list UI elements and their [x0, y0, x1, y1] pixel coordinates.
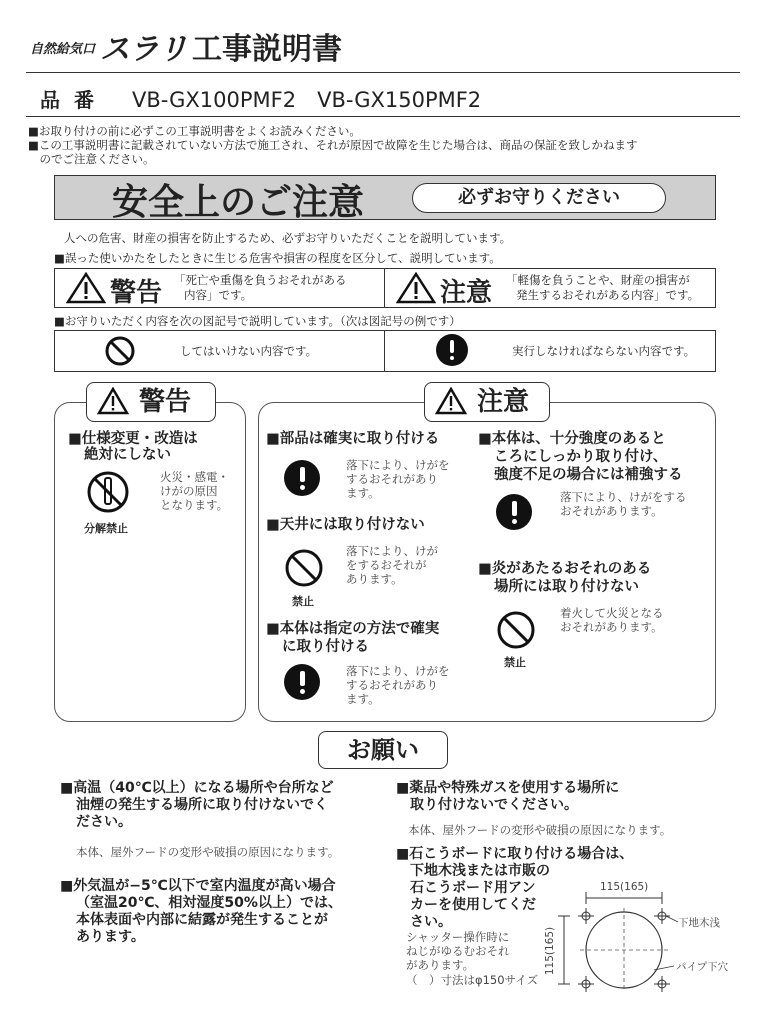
caution-item-2-desc-2: をするおそれが	[346, 558, 427, 572]
caution-item-5-desc-2: おそれがあります。	[560, 620, 663, 634]
caution-item-1-heading: ■部品は確実に取り付ける	[266, 431, 440, 447]
request-right-2-line-5: さい。	[410, 914, 452, 930]
model-numbers: VB-GX100PMF2 VB-GX150PMF2	[132, 88, 482, 112]
warning-definition-1: 「死亡や重傷を負うおそれがある	[174, 273, 347, 287]
note-line-3: のでご注意ください。	[28, 152, 155, 166]
request-right-2-desc-2: ねじがゆるむおそれ	[406, 944, 510, 958]
caution-item-2-prohibition-icon	[284, 548, 324, 588]
request-left-1-line-3: ださい。	[76, 814, 132, 830]
caution-item-5-heading-1: ■炎があたるおそれのある	[478, 561, 652, 577]
caution-item-1-mandatory-icon	[284, 460, 320, 496]
request-left-1-line-2: 油煙の発生する場所に取り付けないでく	[76, 797, 328, 813]
safety-intro-1: 人への危害、財産の損害を防止するため、必ずお守りいただくことを説明しています。	[64, 231, 512, 245]
warning-panel-triangle-icon	[97, 387, 129, 415]
request-right-2-desc-3: があります。	[406, 958, 475, 972]
must-follow-pill: 必ずお守りください	[412, 183, 666, 213]
model-number-label: 品番	[40, 88, 108, 112]
caution-item-4-heading-1: ■本体は、十分強度のあると	[478, 431, 666, 447]
caution-triangle-icon	[396, 272, 436, 304]
safety-title: 安全上のご注意	[112, 182, 365, 223]
request-title: お願い	[318, 731, 448, 769]
request-right-2-desc-1: シャッター操作時に	[406, 930, 510, 944]
caution-item-2-heading: ■天井には取り付けない	[266, 517, 425, 533]
caution-item-3-heading-2: に取り付ける	[282, 639, 369, 655]
request-left-2-line-2: （室温20℃、相対湿度50%以上）では、	[76, 895, 342, 911]
request-left-1-desc: 本体、屋外フードの変形や破損の原因になります。	[76, 845, 340, 859]
request-right-1-line-2: 取り付けないでください。	[410, 797, 578, 813]
caution-item-5-prohibition-icon	[496, 610, 536, 650]
warning-item-heading-2: 絶対にしない	[84, 447, 171, 463]
caution-item-4-heading-2: ころにしっかり取り付け、	[494, 449, 668, 465]
caution-item-5-heading-2: 場所には取り付けない	[494, 579, 639, 595]
note-line-1: ■お取り付けの前に必ずこの工事説明書をよくお読みください。	[28, 124, 361, 138]
warning-item-heading-1: ■仕様変更・改造は	[68, 431, 198, 447]
mandatory-icon	[436, 334, 468, 366]
caution-word: 注意	[440, 278, 493, 308]
warning-word: 警告	[110, 278, 163, 308]
warning-panel-tag	[86, 382, 216, 422]
request-right-2-line-1: ■石こうボードに取り付ける場合は、	[396, 846, 634, 862]
request-right-2-desc-4: （ ）寸法はφ150サイズ	[406, 973, 539, 987]
caution-item-2-label: 禁止	[292, 595, 314, 608]
diagram-top-dimension: 115(165)	[600, 881, 649, 893]
request-right-2-line-4: カーを使用してくだ	[410, 897, 536, 913]
mounting-hole-diagram	[550, 880, 746, 1000]
note-line-2: ■この工事説明書に記載されていない方法で施工され、それが原因で故障を生じた場合は、商品の保証を致しかねます	[28, 138, 638, 152]
symbol-intro: ■お守りいただく内容を次の図記号で説明しています。（次は図記号の例です）	[54, 314, 461, 328]
caution-item-2-desc-3: あります。	[346, 572, 403, 586]
request-left-2-line-4: あります。	[76, 929, 145, 945]
warning-desc-1: 火災・感電・	[160, 470, 229, 484]
request-left-2-line-3: 本体表面や内部に結露が発生することが	[76, 912, 328, 928]
caution-item-2-desc-1: 落下により、けが	[346, 544, 438, 558]
caution-item-4-mandatory-icon	[496, 494, 532, 530]
severity-divider	[384, 268, 385, 308]
caution-item-4-desc-2: おそれがあります。	[560, 504, 663, 518]
diagram-label-pipe-hole: パイプ下穴	[676, 961, 729, 973]
request-left-1-line-1: ■高温（40℃以上）になる場所や台所など	[60, 780, 334, 796]
caution-item-1-desc-2: するおそれがあり	[346, 472, 438, 486]
symbol-divider	[384, 330, 385, 372]
request-right-2-line-3: 石こうボード用アン	[410, 880, 536, 896]
diagram-label-base-wood: 下地木浅	[678, 917, 720, 929]
caution-item-1-desc-3: ます。	[346, 486, 380, 500]
caution-definition-2: 発生するおそれがある内容」です。	[516, 288, 700, 302]
caution-item-3-desc-3: ます。	[346, 692, 380, 706]
mandatory-meaning: 実行しなければならない内容です。	[512, 344, 696, 358]
safety-intro-2: ■誤った使いかたをしたときに生じる危害や損害の程度を区分して、説明しています。	[54, 251, 501, 265]
no-disassembly-label: 分解禁止	[84, 522, 128, 535]
prohibition-icon	[104, 335, 136, 367]
caution-item-4-heading-3: 強度不足の場合には補強する	[494, 467, 683, 483]
caution-item-1-desc-1: 落下により、けがを	[346, 458, 450, 472]
caution-item-3-heading-1: ■本体は指定の方法で確実	[266, 621, 440, 637]
diagram-side-dimension: 115(165)	[544, 926, 557, 976]
request-right-1-desc: 本体、屋外フードの変形や破損の原因になります。	[408, 823, 672, 837]
caution-item-3-desc-1: 落下により、けがを	[346, 664, 450, 678]
warning-desc-3: となります。	[160, 498, 229, 512]
caution-item-3-mandatory-icon	[284, 664, 320, 700]
request-left-2-line-1: ■外気温が−5℃以下で室内温度が高い場合	[60, 878, 336, 894]
warning-desc-2: けがの原因	[160, 484, 218, 498]
brand-small-label: 自然給気口	[30, 42, 96, 57]
caution-panel-tag	[424, 382, 550, 422]
caution-panel-tag-label: 注意	[477, 387, 530, 417]
caution-definition-1: 「軽傷を負うことや、財産の損害が	[506, 273, 690, 287]
no-disassembly-icon	[86, 470, 130, 514]
document-title: 工事説明書	[192, 32, 342, 67]
brand-logo: スラリ	[100, 32, 187, 67]
prohibition-meaning: してはいけない内容です。	[180, 344, 318, 358]
request-right-1-line-1: ■薬品や特殊ガスを使用する場所に	[396, 780, 620, 796]
warning-definition-2: 内容」です。	[184, 288, 253, 302]
request-right-2-line-2: 下地木浅または市販の	[410, 863, 550, 879]
header-rule-top	[26, 72, 740, 73]
warning-panel-tag-label: 警告	[139, 387, 192, 417]
warning-triangle-icon	[66, 272, 106, 304]
header-rule-bottom	[26, 116, 740, 117]
caution-item-4-desc-1: 落下により、けがをする	[560, 490, 687, 504]
caution-panel-triangle-icon	[435, 387, 467, 415]
caution-item-5-desc-1: 着火して火災となる	[560, 606, 664, 620]
caution-item-3-desc-2: するおそれがあり	[346, 678, 438, 692]
caution-item-5-label: 禁止	[504, 656, 526, 669]
